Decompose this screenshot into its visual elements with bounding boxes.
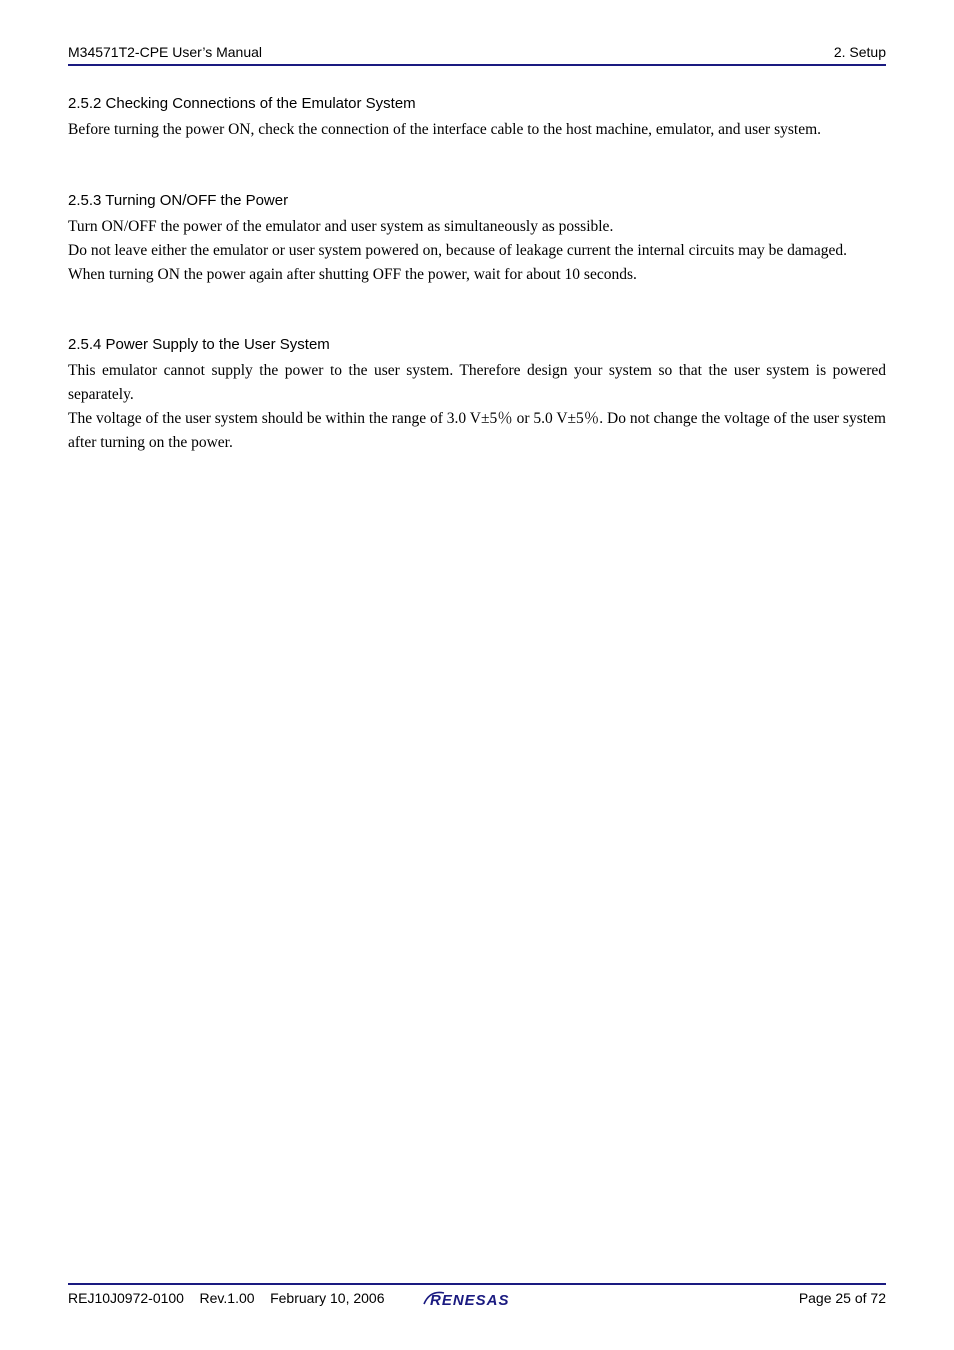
paragraph: Before turning the power ON, check the connection of the interface cable to the host machine, emulator, and user system. <box>68 121 822 138</box>
document-info: REJ10J0972-0100 Rev.1.00 February 10, 2006 <box>68 1290 385 1306</box>
section-heading: 2.5.4 Power Supply to the User System <box>68 336 330 353</box>
page-footer <box>68 1290 886 1310</box>
paragraph: Turn ON/OFF the power of the emulator and user system as simultaneously as possible. <box>68 218 614 235</box>
paragraph: Do not leave either the emulator or user system powered on, because of leakage current the internal circuits may be damaged. <box>68 242 847 259</box>
section-2-5-4 <box>68 335 886 455</box>
renesas-logo <box>422 1289 534 1309</box>
page-number: Page 25 of 72 <box>798 1290 886 1306</box>
section-heading: 2.5.2 Checking Connections of the Emulator System <box>68 95 416 112</box>
section-heading: 2.5.3 Turning ON/OFF the Power <box>68 192 289 209</box>
logo-text: RENESAS <box>430 1292 510 1309</box>
paragraph: The voltage of the user system should be within the range of 3.0 V±5％ or 5.0 V±5％. Do not change the voltage of the user system after turning on the power. <box>68 410 886 451</box>
manual-title: M34571T2-CPE User’s Manual <box>68 44 263 60</box>
header-divider <box>68 64 886 66</box>
chapter-label: 2. Setup <box>833 44 886 60</box>
footer-divider <box>68 1283 886 1285</box>
section-2-5-3 <box>68 191 886 287</box>
section-2-5-2 <box>68 94 886 142</box>
paragraph: This emulator cannot supply the power to the user system. Therefore design your system so that the user system is powered separately. <box>68 362 886 403</box>
paragraph: When turning ON the power again after shutting OFF the power, wait for about 10 seconds. <box>68 266 637 283</box>
